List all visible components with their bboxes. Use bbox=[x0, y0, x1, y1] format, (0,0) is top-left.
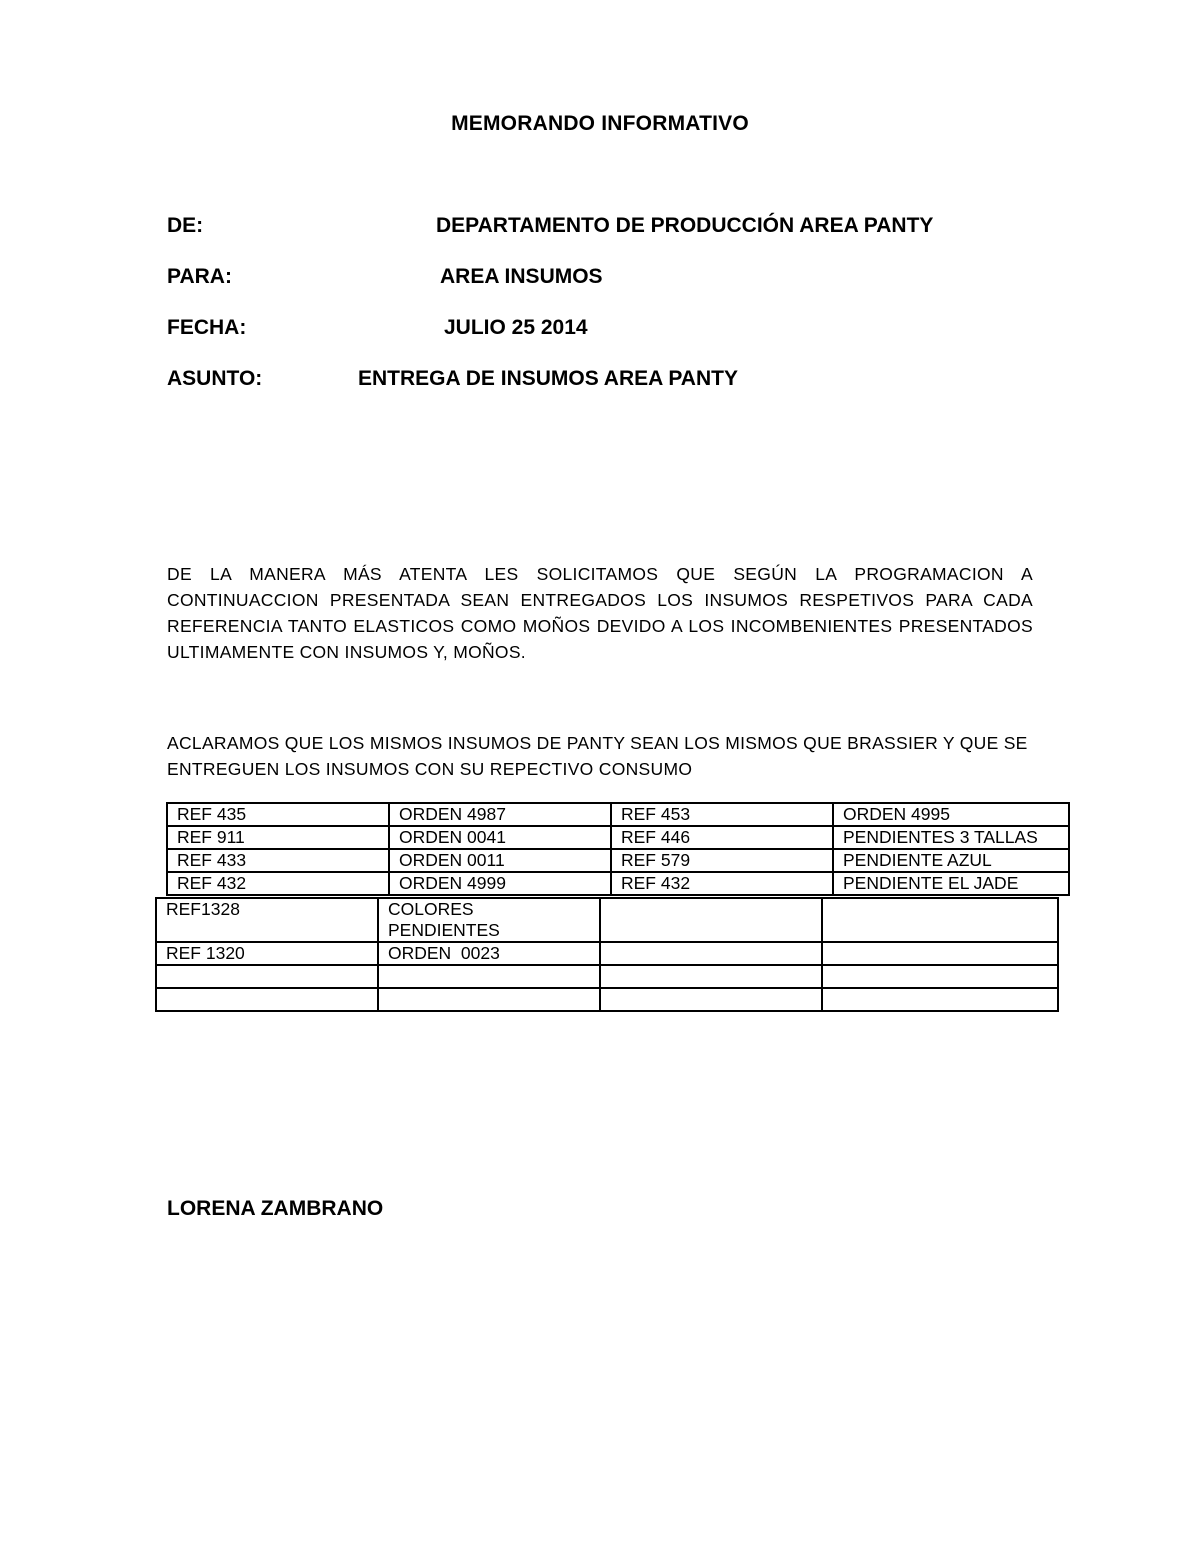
table-cell: REF 1320 bbox=[156, 942, 378, 965]
asunto-label: ASUNTO: bbox=[167, 367, 263, 390]
table-cell bbox=[156, 965, 378, 988]
memo-title: MEMORANDO INFORMATIVO bbox=[451, 112, 749, 135]
table-cell: REF 432 bbox=[167, 872, 389, 895]
table-cell: REF 435 bbox=[167, 803, 389, 826]
table-cell bbox=[600, 942, 822, 965]
table-cell: REF1328 bbox=[156, 898, 378, 942]
table-cell bbox=[822, 898, 1058, 942]
asunto-value: ENTREGA DE INSUMOS AREA PANTY bbox=[358, 367, 738, 390]
table-row bbox=[167, 803, 1069, 826]
references-table-primary bbox=[166, 802, 1070, 896]
fecha-value: JULIO 25 2014 bbox=[444, 316, 588, 339]
table-cell: PENDIENTE AZUL bbox=[833, 849, 1069, 872]
para-label: PARA: bbox=[167, 265, 232, 288]
table-cell: REF 579 bbox=[611, 849, 833, 872]
de-label: DE: bbox=[167, 214, 204, 237]
table-cell: REF 432 bbox=[611, 872, 833, 895]
table-row bbox=[156, 988, 1058, 1011]
table-cell: ORDEN 0011 bbox=[389, 849, 611, 872]
clarification-paragraph bbox=[167, 730, 1047, 782]
references-table-secondary bbox=[155, 897, 1059, 1012]
paragraph-2: ACLARAMOS QUE LOS MISMOS INSUMOS DE PANTY SEAN LOS MISMOS QUE BRASSIER Y QUE SE ENTREGUEN LOS INSUMOS CON SU REPECTIVO CONSUMO bbox=[167, 733, 1028, 779]
request-paragraph bbox=[167, 561, 1033, 665]
table-cell: REF 911 bbox=[167, 826, 389, 849]
table-row bbox=[156, 942, 1058, 965]
table-cell bbox=[822, 988, 1058, 1011]
table-cell: ORDEN 4999 bbox=[389, 872, 611, 895]
table-cell: ORDEN 4995 bbox=[833, 803, 1069, 826]
fecha-label: FECHA: bbox=[167, 316, 247, 339]
table-cell: ORDEN 0023 bbox=[378, 942, 600, 965]
table-cell: PENDIENTES 3 TALLAS bbox=[833, 826, 1069, 849]
table-row bbox=[167, 849, 1069, 872]
signature-name: LORENA ZAMBRANO bbox=[167, 1197, 384, 1220]
table-cell bbox=[822, 942, 1058, 965]
table-cell: REF 453 bbox=[611, 803, 833, 826]
de-value: DEPARTAMENTO DE PRODUCCIÓN AREA PANTY bbox=[436, 214, 934, 237]
table-cell: PENDIENTE EL JADE bbox=[833, 872, 1069, 895]
para-value: AREA INSUMOS bbox=[440, 265, 603, 288]
table-cell: ORDEN 4987 bbox=[389, 803, 611, 826]
table-row bbox=[167, 872, 1069, 895]
table-cell bbox=[600, 965, 822, 988]
table-cell bbox=[600, 898, 822, 942]
paragraph-1: DE LA MANERA MÁS ATENTA LES SOLICITAMOS QUE SEGÚN LA PROGRAMACION A CONTINUACCION PRESENTADA SEAN ENTREGADOS LOS INSUMOS RESPETIVOS PARA CADA REFERENCIA TANTO ELASTICOS COMO MOÑOS DEVIDO A LOS INCOMBENIENTES PRESENTADOS ULTIMAMENTE CON INSUMOS Y, MOÑOS. bbox=[167, 564, 1033, 662]
table-cell bbox=[822, 965, 1058, 988]
table-cell: REF 433 bbox=[167, 849, 389, 872]
table-cell: COLORES PENDIENTES bbox=[378, 898, 600, 942]
table-row bbox=[156, 898, 1058, 942]
table-cell: REF 446 bbox=[611, 826, 833, 849]
table-cell bbox=[156, 988, 378, 1011]
table-cell bbox=[378, 988, 600, 1011]
table-cell: ORDEN 0041 bbox=[389, 826, 611, 849]
table-row bbox=[167, 826, 1069, 849]
table-cell bbox=[378, 965, 600, 988]
table-cell bbox=[600, 988, 822, 1011]
table-row bbox=[156, 965, 1058, 988]
